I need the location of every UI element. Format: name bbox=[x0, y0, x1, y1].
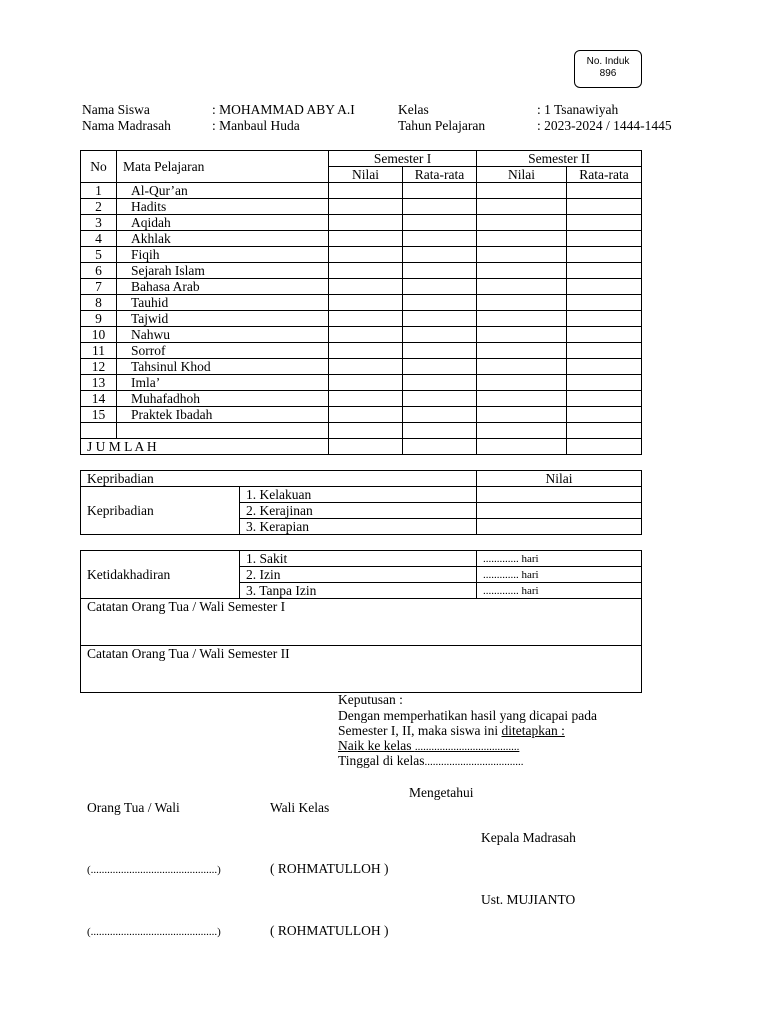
sem1-rata-cell bbox=[403, 423, 477, 439]
sem1-nilai-cell bbox=[329, 423, 403, 439]
subject-name: Akhlak bbox=[117, 231, 329, 247]
subject-no: 8 bbox=[81, 295, 117, 311]
subject-row bbox=[81, 279, 642, 295]
subject-name: Tauhid bbox=[117, 295, 329, 311]
sem2-rata-cell bbox=[567, 423, 642, 439]
sem1-rata-cell bbox=[403, 359, 477, 375]
subject-row bbox=[81, 391, 642, 407]
sem1-nilai-cell bbox=[329, 375, 403, 391]
sem1-nilai-cell bbox=[329, 231, 403, 247]
madrasah-value: : Manbaul Huda bbox=[212, 118, 300, 133]
attendance-item: 2. Izin bbox=[240, 567, 477, 583]
parent-note-semester2: Catatan Orang Tua / Wali Semester II bbox=[81, 646, 642, 693]
student-number-badge bbox=[574, 50, 642, 88]
subject-no: 3 bbox=[81, 215, 117, 231]
grades-table bbox=[80, 150, 642, 455]
personality-table bbox=[80, 470, 642, 535]
subject-name: Nahwu bbox=[117, 327, 329, 343]
decision-line1: Dengan memperhatikan hasil yang dicapai pada bbox=[338, 708, 598, 723]
sem2-rata-cell bbox=[567, 199, 642, 215]
subject-no: 7 bbox=[81, 279, 117, 295]
sem2-nilai-cell bbox=[477, 407, 567, 423]
personality-item: 3. Kerapian bbox=[240, 519, 477, 535]
sem2-nilai-cell bbox=[477, 295, 567, 311]
subject-row bbox=[81, 343, 642, 359]
promote-dots: ...................................... bbox=[414, 741, 520, 753]
attendance-days bbox=[477, 551, 642, 567]
col-subject-header: Mata Pelajaran bbox=[117, 151, 329, 183]
decision-line2-text: Semester I, II, maka siswa ini bbox=[338, 723, 502, 738]
personality-value-cell bbox=[477, 519, 642, 535]
class-value: : 1 Tsanawiyah bbox=[537, 102, 619, 117]
sem2-rata-cell bbox=[567, 391, 642, 407]
sem2-nilai-cell bbox=[477, 343, 567, 359]
sem2-rata-cell bbox=[567, 439, 642, 455]
homeroom-label: Wali Kelas bbox=[270, 800, 330, 815]
sem1-nilai-cell bbox=[329, 199, 403, 215]
semester2-header: Semester II bbox=[477, 151, 642, 167]
subject-name: Praktek Ibadah bbox=[117, 407, 329, 423]
sem2-nilai-cell bbox=[477, 327, 567, 343]
blank-subject-cell bbox=[117, 423, 329, 439]
sem2-nilai-cell bbox=[477, 439, 567, 455]
sem1-nilai-cell bbox=[329, 407, 403, 423]
sem2-rata-cell bbox=[567, 407, 642, 423]
subject-no: 12 bbox=[81, 359, 117, 375]
sem2-rata-cell bbox=[567, 263, 642, 279]
sem1-rata-cell bbox=[403, 407, 477, 423]
subject-name: Fiqih bbox=[117, 247, 329, 263]
subject-no: 1 bbox=[81, 183, 117, 199]
sem1-nilai-cell bbox=[329, 279, 403, 295]
subject-row bbox=[81, 375, 642, 391]
sem2-nilai-cell bbox=[477, 263, 567, 279]
sem1-nilai-cell bbox=[329, 311, 403, 327]
attendance-days bbox=[477, 567, 642, 583]
parent-signature-dots: (..............................................) bbox=[87, 864, 221, 876]
sem2-nilai-cell bbox=[477, 215, 567, 231]
sem2-rata-cell bbox=[567, 375, 642, 391]
subject-name: Hadits bbox=[117, 199, 329, 215]
sem2-nilai-cell bbox=[477, 247, 567, 263]
sem2-nilai-cell bbox=[477, 199, 567, 215]
attendance-table bbox=[80, 550, 642, 693]
attendance-item: 1. Sakit bbox=[240, 551, 477, 567]
sem2-rata-cell bbox=[567, 327, 642, 343]
sem2-nilai-cell bbox=[477, 375, 567, 391]
year-label: Tahun Pelajaran bbox=[398, 118, 486, 133]
attendance-label: Ketidakhadiran bbox=[81, 551, 240, 599]
sem1-nilai-cell bbox=[329, 391, 403, 407]
attendance-days-value: ............. hari bbox=[483, 569, 539, 581]
blank-no-cell bbox=[81, 423, 117, 439]
personality-header: Kepribadian bbox=[81, 471, 477, 487]
attendance-days bbox=[477, 583, 642, 599]
sem2-rata-cell bbox=[567, 247, 642, 263]
subject-row bbox=[81, 231, 642, 247]
student-number-label: No. Induk bbox=[586, 56, 630, 67]
principal-label: Kepala Madrasah bbox=[481, 830, 576, 845]
sem2-rata-cell bbox=[567, 359, 642, 375]
stay-line bbox=[338, 753, 524, 769]
subject-name: Sorrof bbox=[117, 343, 329, 359]
sem2-nilai-header: Nilai bbox=[477, 167, 567, 183]
subject-row bbox=[81, 327, 642, 343]
parent-label: Orang Tua / Wali bbox=[87, 800, 180, 815]
subject-row bbox=[81, 247, 642, 263]
sem2-rata-header: Rata-rata bbox=[567, 167, 642, 183]
sem1-rata-cell bbox=[403, 199, 477, 215]
subject-name: Imla’ bbox=[117, 375, 329, 391]
sem1-nilai-header: Nilai bbox=[329, 167, 403, 183]
parent-signature-dots: (..............................................) bbox=[87, 926, 221, 938]
sem2-nilai-cell bbox=[477, 423, 567, 439]
sem1-rata-cell bbox=[403, 343, 477, 359]
sem1-rata-cell bbox=[403, 231, 477, 247]
decision-determined: ditetapkan : bbox=[501, 723, 565, 738]
sem2-nilai-cell bbox=[477, 279, 567, 295]
semester1-header: Semester I bbox=[329, 151, 477, 167]
attendance-days-value: ............. hari bbox=[483, 553, 539, 565]
sem2-rata-cell bbox=[567, 279, 642, 295]
parent-signature-blank bbox=[87, 923, 221, 939]
decision-title: Keputusan : bbox=[338, 692, 403, 707]
sem1-rata-cell bbox=[403, 375, 477, 391]
sem2-nilai-cell bbox=[477, 231, 567, 247]
subject-name: Tajwid bbox=[117, 311, 329, 327]
subject-name: Aqidah bbox=[117, 215, 329, 231]
subject-no: 5 bbox=[81, 247, 117, 263]
sem1-nilai-cell bbox=[329, 295, 403, 311]
total-label: J U M L A H bbox=[81, 439, 329, 455]
personality-item: 2. Kerajinan bbox=[240, 503, 477, 519]
sem1-rata-cell bbox=[403, 439, 477, 455]
subject-no: 9 bbox=[81, 311, 117, 327]
personality-value-cell bbox=[477, 503, 642, 519]
sem2-rata-cell bbox=[567, 231, 642, 247]
promote-line bbox=[338, 738, 519, 754]
subject-row bbox=[81, 295, 642, 311]
sem1-nilai-cell bbox=[329, 327, 403, 343]
subject-row bbox=[81, 311, 642, 327]
total-row bbox=[81, 439, 642, 455]
sem2-rata-cell bbox=[567, 215, 642, 231]
subject-row bbox=[81, 263, 642, 279]
blank-row bbox=[81, 423, 642, 439]
sem1-rata-cell bbox=[403, 391, 477, 407]
sem2-nilai-cell bbox=[477, 391, 567, 407]
subject-no: 10 bbox=[81, 327, 117, 343]
madrasah-label: Nama Madrasah bbox=[82, 118, 171, 133]
attendance-item: 3. Tanpa Izin bbox=[240, 583, 477, 599]
sem2-rata-cell bbox=[567, 183, 642, 199]
subject-row bbox=[81, 183, 642, 199]
personality-nilai-header: Nilai bbox=[477, 471, 642, 487]
sem1-rata-cell bbox=[403, 215, 477, 231]
sem2-nilai-cell bbox=[477, 183, 567, 199]
subject-row bbox=[81, 407, 642, 423]
sem2-rata-cell bbox=[567, 295, 642, 311]
subject-no: 14 bbox=[81, 391, 117, 407]
sem1-nilai-cell bbox=[329, 263, 403, 279]
subject-no: 4 bbox=[81, 231, 117, 247]
sem1-nilai-cell bbox=[329, 343, 403, 359]
subject-name: Tahsinul Khod bbox=[117, 359, 329, 375]
personality-item: 1. Kelakuan bbox=[240, 487, 477, 503]
sem2-rata-cell bbox=[567, 311, 642, 327]
subject-row bbox=[81, 215, 642, 231]
sem2-nilai-cell bbox=[477, 311, 567, 327]
subject-no: 15 bbox=[81, 407, 117, 423]
sem1-rata-cell bbox=[403, 311, 477, 327]
subject-no: 2 bbox=[81, 199, 117, 215]
parent-note-semester1: Catatan Orang Tua / Wali Semester I bbox=[81, 599, 642, 646]
stay-label: Tinggal di kelas bbox=[338, 753, 425, 768]
principal-name: Ust. MUJIANTO bbox=[481, 892, 576, 907]
subject-no: 13 bbox=[81, 375, 117, 391]
subject-name: Bahasa Arab bbox=[117, 279, 329, 295]
subject-row bbox=[81, 359, 642, 375]
sem1-rata-header: Rata-rata bbox=[403, 167, 477, 183]
sem1-rata-cell bbox=[403, 295, 477, 311]
year-value: : 2023-2024 / 1444-1445 bbox=[537, 118, 672, 133]
homeroom-name: ( ROHMATULLOH ) bbox=[270, 861, 389, 876]
sem1-nilai-cell bbox=[329, 439, 403, 455]
subject-name: Muhafadhoh bbox=[117, 391, 329, 407]
parent-signature-blank bbox=[87, 861, 221, 877]
name-label: Nama Siswa bbox=[82, 102, 150, 117]
subject-no: 6 bbox=[81, 263, 117, 279]
stay-dots: .................................... bbox=[424, 756, 524, 768]
promote-label: Naik ke kelas bbox=[338, 738, 415, 753]
name-value: : MOHAMMAD ABY A.I bbox=[212, 102, 355, 117]
class-label: Kelas bbox=[398, 102, 429, 117]
personality-value-cell bbox=[477, 487, 642, 503]
sem1-nilai-cell bbox=[329, 183, 403, 199]
col-no-header: No bbox=[81, 151, 117, 183]
sem1-rata-cell bbox=[403, 247, 477, 263]
subject-no: 11 bbox=[81, 343, 117, 359]
sem2-nilai-cell bbox=[477, 359, 567, 375]
sem1-nilai-cell bbox=[329, 215, 403, 231]
attendance-days-value: ............. hari bbox=[483, 585, 539, 597]
subject-name: Al-Qur’an bbox=[117, 183, 329, 199]
personality-row-label: Kepribadian bbox=[81, 487, 240, 535]
sem1-rata-cell bbox=[403, 327, 477, 343]
subject-name: Sejarah Islam bbox=[117, 263, 329, 279]
sem1-rata-cell bbox=[403, 263, 477, 279]
decision-line2 bbox=[338, 723, 565, 739]
sem1-nilai-cell bbox=[329, 359, 403, 375]
sem1-rata-cell bbox=[403, 183, 477, 199]
student-number-value: 896 bbox=[599, 68, 617, 79]
homeroom-name: ( ROHMATULLOH ) bbox=[270, 923, 389, 938]
acknowledged-label: Mengetahui bbox=[409, 785, 474, 800]
sem2-rata-cell bbox=[567, 343, 642, 359]
sem1-rata-cell bbox=[403, 279, 477, 295]
subject-row bbox=[81, 199, 642, 215]
sem1-nilai-cell bbox=[329, 247, 403, 263]
